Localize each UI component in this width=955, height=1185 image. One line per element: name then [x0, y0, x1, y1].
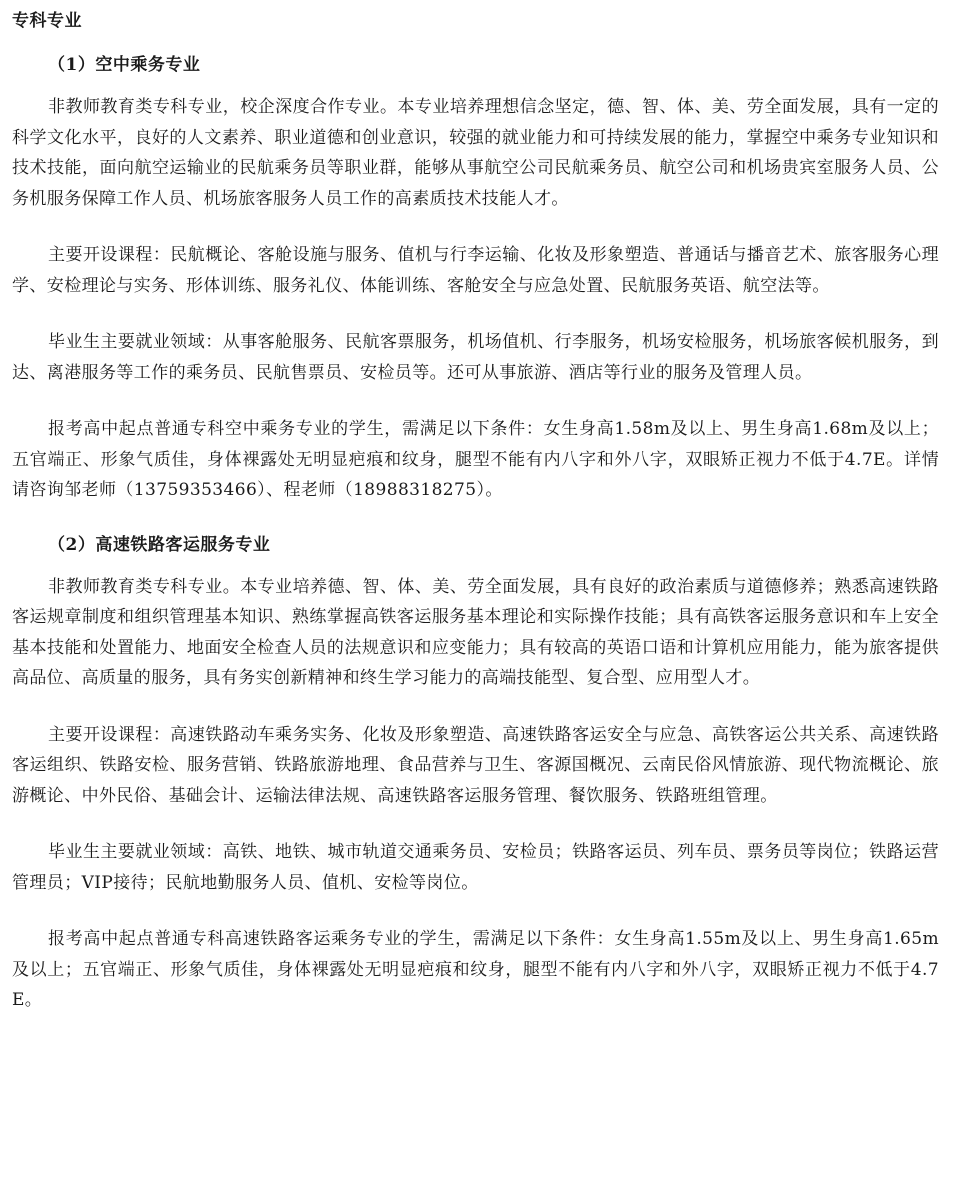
major-1-requirements-paragraph: 报考高中起点普通专科空中乘务专业的学生，需满足以下条件：女生身高1.58m及以上、男生身高1.68m及以上；五官端正、形象气质佳，身体裸露处无明显疤痕和纹身，腿型不能有内八字和外八字，双眼矫正视力不低于4.7E。详情请咨询邹老师（13759353466）、程老师（18988318275）。: [12, 419, 939, 500]
section-title: 专科专业: [12, 11, 82, 31]
major-2-intro-paragraph: 非教师教育类专科专业。本专业培养德、智、体、美、劳全面发展，具有良好的政治素质与道德修养；熟悉高速铁路客运规章制度和组织管理基本知识、熟练掌握高铁客运服务基本理论和实际操作技能；具有高铁客运服务意识和车上安全基本技能和处置能力、地面安全检查人员的法规意识和应变能力；具有较高的英语口语和计算机应用能力，能为旅客提供高品位、高质量的服务，具有务实创新精神和终生学习能力的高端技能型、复合型、应用型人才。: [12, 576, 939, 688]
major-1-courses-paragraph: 主要开设课程：民航概论、客舱设施与服务、值机与行李运输、化妆及形象塑造、普通话与播音艺术、旅客服务心理学、安检理论与实务、形体训练、服务礼仪、体能训练、客舱安全与应急处置、民航服务英语、航空法等。: [12, 245, 939, 296]
major-2-courses-paragraph: 主要开设课程：高速铁路动车乘务实务、化妆及形象塑造、高速铁路客运安全与应急、高铁客运公共关系、高速铁路客运组织、铁路安检、服务营销、铁路旅游地理、食品营养与卫生、客源国概况、云南民俗风情旅游、现代物流概论、旅游概论、中外民俗、基础会计、运输法律法规、高速铁路客运服务管理、餐饮服务、铁路班组管理。: [12, 724, 939, 806]
major-2-requirements-paragraph: 报考高中起点普通专科高速铁路客运乘务专业的学生，需满足以下条件：女生身高1.55m及以上、男生身高1.65m及以上；五官端正、形象气质佳，身体裸露处无明显疤痕和纹身，腿型不能有内八字和外八字，双眼矫正视力不低于4.7E。: [12, 929, 939, 1010]
major-1-intro-paragraph: 非教师教育类专科专业，校企深度合作专业。本专业培养理想信念坚定，德、智、体、美、劳全面发展，具有一定的科学文化水平，良好的人文素养、职业道德和创业意识，较强的就业能力和可持续发展的能力，掌握空中乘务专业知识和技术技能，面向航空运输业的民航乘务员等职业群，能够从事航空公司民航乘务员、航空公司和机场贵宾室服务人员、公务机服务保障工作人员、机场旅客服务人员工作的高素质技术技能人才。: [12, 97, 939, 209]
major-1-employment-paragraph: 毕业生主要就业领域：从事客舱服务、民航客票服务，机场值机、行李服务，机场安检服务，机场旅客候机服务，到达、离港服务等工作的乘务员、民航售票员、安检员等。还可从事旅游、酒店等行业的服务及管理人员。: [12, 332, 939, 383]
major-title-flight-attendant: （1）空中乘务专业: [48, 55, 201, 75]
major-2-employment-paragraph: 毕业生主要就业领域：高铁、地铁、城市轨道交通乘务员、安检员；铁路客运员、列车员、票务员等岗位；铁路运营管理员；VIP接待；民航地勤服务人员、值机、安检等岗位。: [12, 842, 939, 893]
major-title-high-speed-rail: （2）高速铁路客运服务专业: [48, 534, 271, 555]
